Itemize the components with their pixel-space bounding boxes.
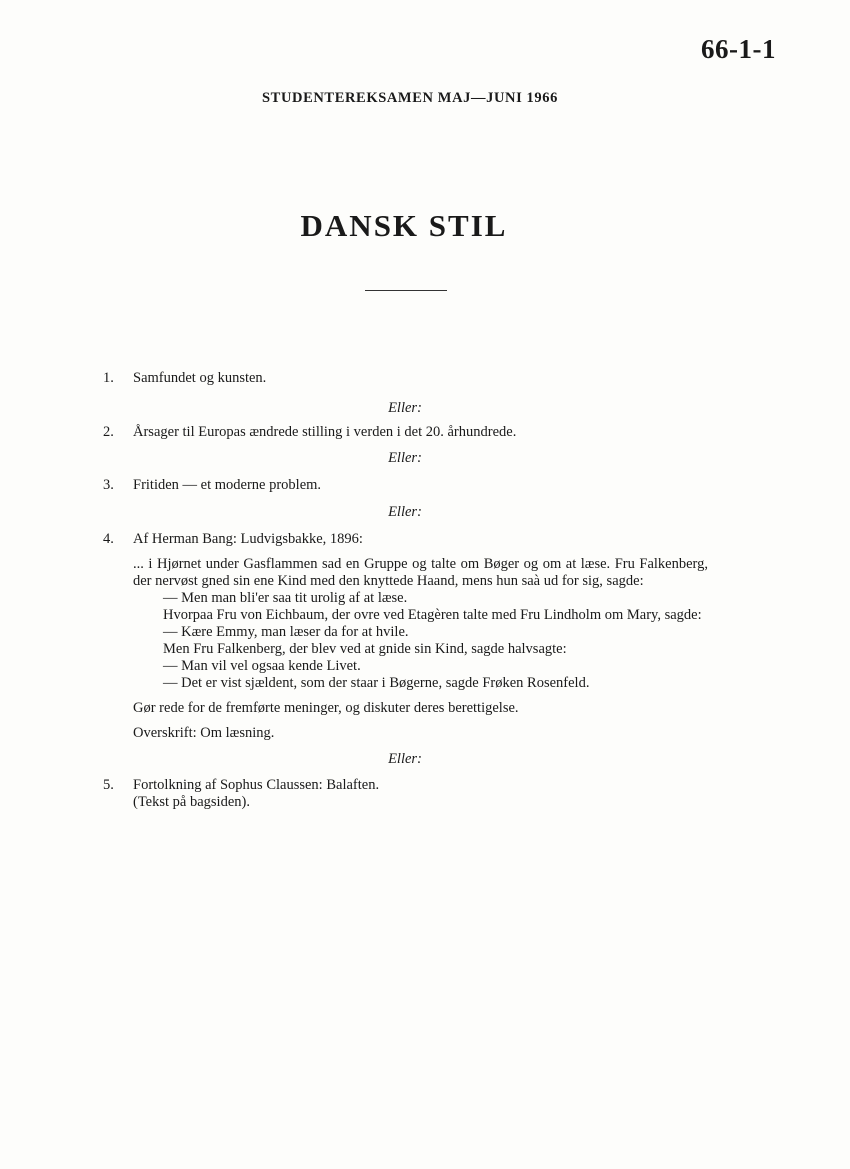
separator-eller: Eller: xyxy=(388,751,422,767)
quote-paragraph: ... i Hjørnet under Gasflammen sad en Gruppe og talte om Bøger og om at læse. Fru Falkenberg, der nervøst gned sin ene Kind med den knyttede Haand, mens hun saà ud for sig, sagde: xyxy=(133,556,708,589)
title-divider xyxy=(365,290,447,291)
separator-eller: Eller: xyxy=(388,400,422,416)
assignment-item-1 xyxy=(0,370,708,387)
task-instruction: Gør rede for de fremførte meninger, og diskuter deres berettigelse. xyxy=(133,700,519,716)
item-text: Fritiden — et moderne problem. xyxy=(133,477,322,493)
separator-eller: Eller: xyxy=(388,450,422,466)
item-number: 1. xyxy=(103,370,114,386)
item-text: Fortolkning af Sophus Claussen: Balaften. xyxy=(133,777,380,793)
item-number: 2. xyxy=(103,424,114,440)
quote-paragraph: Hvorpaa Fru von Eichbaum, der ovre ved Etagèren talte med Fru Lindholm om Mary, sagde: xyxy=(163,607,702,623)
exam-heading: STUDENTEREKSAMEN MAJ—JUNI 1966 xyxy=(262,90,558,106)
page-title: DANSK STIL xyxy=(300,208,508,243)
item-text: Samfundet og kunsten. xyxy=(133,370,267,386)
assignment-item-4 xyxy=(0,531,708,548)
quote-line: — Kære Emmy, man læser da for at hvile. xyxy=(163,624,409,640)
item-number: 5. xyxy=(103,777,114,793)
item-note: (Tekst på bagsiden). xyxy=(133,794,250,810)
quote-line: — Men man bli'er saa tit urolig af at læse. xyxy=(163,590,408,606)
item-text: Af Herman Bang: Ludvigsbakke, 1896: xyxy=(133,531,363,547)
item-text: Årsager til Europas ændrede stilling i verden i det 20. århundrede. xyxy=(133,424,517,440)
separator-eller: Eller: xyxy=(388,504,422,520)
quote-line: — Det er vist sjældent, som der staar i Bøgerne, sagde Frøken Rosenfeld. xyxy=(163,675,590,691)
quote-line: Men Fru Falkenberg, der blev ved at gnide sin Kind, sagde halvsagte: xyxy=(163,641,567,657)
assignment-item-5 xyxy=(0,777,708,811)
item-number: 4. xyxy=(103,531,114,547)
task-heading: Overskrift: Om læsning. xyxy=(133,725,275,741)
document-code: 66-1-1 xyxy=(701,34,776,64)
quote-line: — Man vil vel ogsaa kende Livet. xyxy=(163,658,361,674)
item-number: 3. xyxy=(103,477,114,493)
assignment-item-2 xyxy=(0,424,708,441)
assignment-list xyxy=(0,370,850,811)
assignment-item-3 xyxy=(0,477,708,494)
quote-excerpt xyxy=(0,556,708,692)
